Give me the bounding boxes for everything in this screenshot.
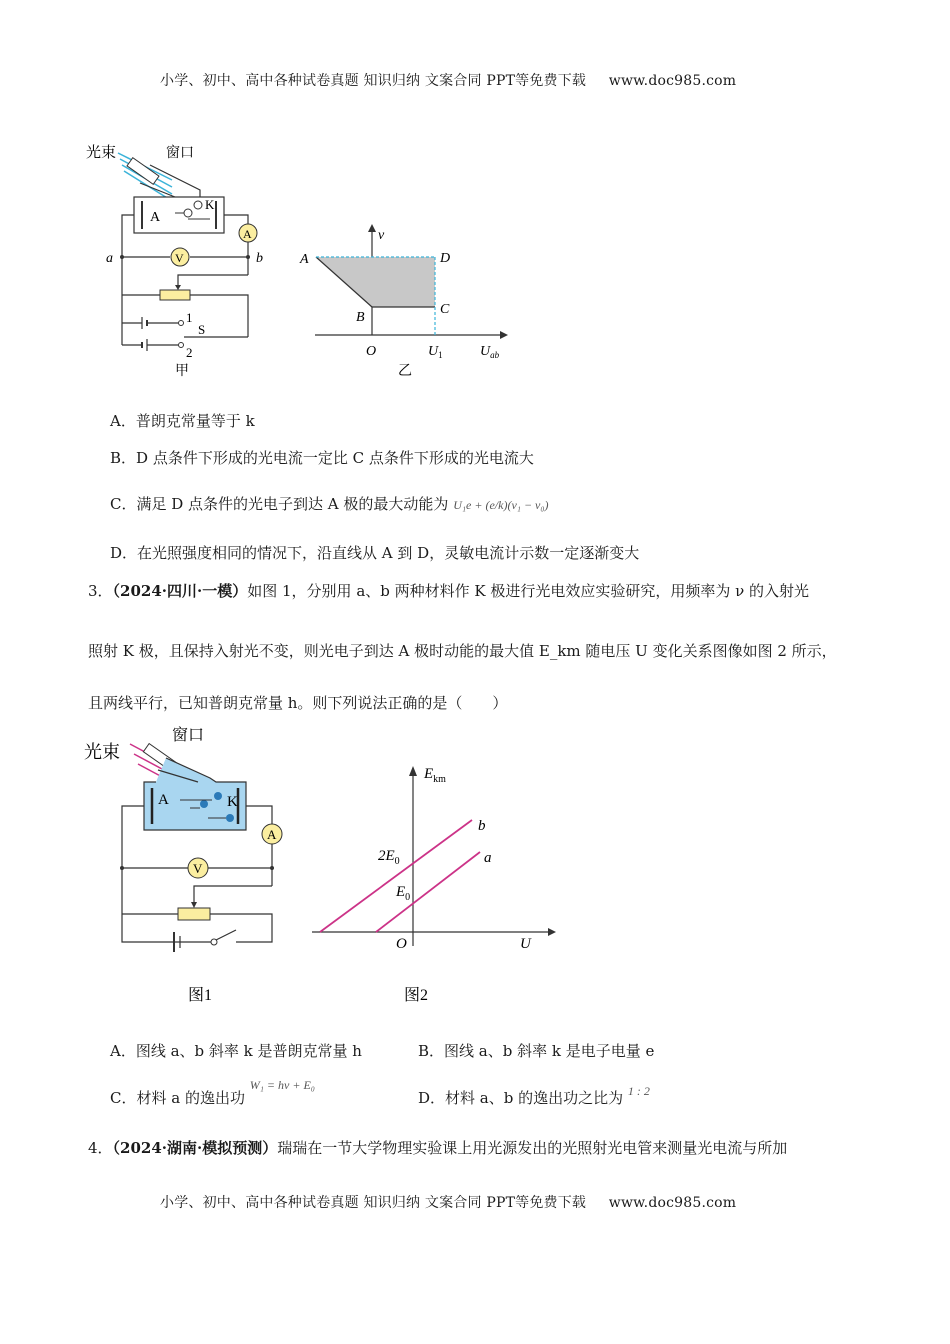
q3-rheostat bbox=[178, 908, 210, 920]
window-label: 窗口 bbox=[166, 146, 194, 161]
q3-origin: O bbox=[396, 936, 407, 952]
page-footer bbox=[160, 1192, 736, 1212]
point-D: D bbox=[440, 251, 451, 266]
q3-circuit bbox=[84, 726, 282, 1004]
beam-label: 光束 bbox=[86, 145, 117, 161]
q3-y-axis-label: $E_{km}$ bbox=[424, 766, 446, 785]
node-b-label: b bbox=[256, 251, 263, 266]
q3-beam-label: 光束 bbox=[84, 742, 120, 762]
q3-option-d[interactable]: D．材料 a、b 的逸出功之比为 $^{1 : 2}$ bbox=[418, 1084, 650, 1107]
q3-voltmeter-label: V bbox=[193, 861, 203, 876]
page-header bbox=[160, 70, 736, 90]
q3-option-a[interactable]: A．图线 a、b 斜率 k 是普朗克常量 h bbox=[110, 1042, 362, 1060]
figure-q3 bbox=[80, 720, 560, 1010]
q2-option-c[interactable]: C．满足 D 点条件的光电子到达 A 极的最大动能为 U₁e + (e/k)(ν₁ − ν₀) bbox=[110, 495, 549, 513]
footer-text: 小学、初中、高中各种试卷真题 知识归纳 文案合同 PPT等免费下载 bbox=[160, 1195, 587, 1211]
caption-yi: 乙 bbox=[398, 364, 412, 379]
header-url: www.doc985.com bbox=[608, 73, 737, 89]
rheostat bbox=[160, 290, 190, 300]
q3-option-d-ratio: 1 : 2 bbox=[627, 1084, 650, 1098]
origin-O: O bbox=[366, 344, 377, 359]
q4-stem: 4．（2024·湖南·模拟预测）瑞瑞在一节大学物理实验课上用光源发出的光照射光电管来测量光电流与所加 bbox=[88, 1139, 788, 1157]
voltmeter-label: V bbox=[175, 251, 184, 265]
anode-label: A bbox=[150, 210, 161, 225]
graph-nu-vs-uab bbox=[299, 224, 508, 379]
caption-fig1: 图1 bbox=[188, 987, 213, 1004]
point-B: B bbox=[356, 310, 365, 325]
point-A: A bbox=[300, 252, 309, 267]
ammeter-label: A bbox=[243, 227, 252, 241]
q3-stem-line3: 且两线平行，已知普朗克常量 h。则下列说法正确的是（ ） bbox=[88, 694, 508, 712]
q3-ammeter-label: A bbox=[267, 827, 277, 842]
q3-option-c[interactable]: C．材料 a 的逸出功 $^{W_1 = h\nu + E_0}$ bbox=[110, 1078, 315, 1107]
line-a bbox=[376, 852, 480, 932]
q2-option-b[interactable]: B．D 点条件下形成的光电流一定比 C 点条件下形成的光电流大 bbox=[110, 449, 534, 467]
q3-window-label: 窗口 bbox=[172, 727, 205, 744]
tick-U1: $U_1$ bbox=[428, 344, 443, 360]
footer-url: www.doc985.com bbox=[608, 1195, 737, 1211]
node-a-label: a bbox=[106, 251, 113, 266]
header-text: 小学、初中、高中各种试卷真题 知识归纳 文案合同 PPT等免费下载 bbox=[160, 73, 587, 89]
q3-stem-line2: 照射 K 极，且保持入射光不变，则光电子到达 A 极时动能的最大值 E_km 随电压 U 变化关系图像如图 2 所示， bbox=[88, 642, 837, 660]
switch-pos-1: 1 bbox=[186, 310, 193, 325]
q3-option-c-formula: W₁ = hν + E₀ bbox=[249, 1078, 315, 1092]
q2-option-a[interactable]: A．普朗克常量等于 k bbox=[110, 412, 255, 430]
q3-anode-label: A bbox=[158, 792, 169, 808]
figure-1-photoelectric bbox=[80, 135, 520, 385]
q3-x-axis-label: U bbox=[520, 936, 531, 952]
switch-label: S bbox=[198, 322, 206, 337]
y-axis-nu: ν bbox=[378, 228, 385, 243]
q2-option-c-formula: U₁e + (e/k)(ν₁ − ν₀) bbox=[453, 498, 549, 512]
q3-graph bbox=[312, 766, 556, 1004]
q3-cathode-label: K bbox=[227, 794, 238, 810]
switch-pos-2: 2 bbox=[186, 345, 193, 360]
cathode-label: K bbox=[205, 197, 215, 212]
shaded-region bbox=[316, 257, 435, 307]
caption-jia: 甲 bbox=[175, 364, 189, 379]
x-axis-uab: $U_{ab}$ bbox=[480, 344, 500, 360]
tick-2E0: $2E_0$ bbox=[378, 848, 400, 867]
label-a: a bbox=[484, 850, 492, 866]
point-C: C bbox=[440, 302, 450, 317]
q2-option-d[interactable]: D．在光照强度相同的情况下，沿直线从 A 到 D，灵敏电流计示数一定逐渐变大 bbox=[110, 544, 640, 562]
tick-E0: $E_0$ bbox=[396, 884, 411, 903]
caption-fig2: 图2 bbox=[404, 987, 429, 1004]
q3-option-b[interactable]: B．图线 a、b 斜率 k 是电子电量 e bbox=[418, 1042, 655, 1060]
q3-stem-line1: 3．（2024·四川·一模）如图 1，分别用 a、b 两种材料作 K 极进行光电效应实验研究，用频率为 ν 的入射光 bbox=[88, 582, 810, 600]
label-b: b bbox=[478, 818, 486, 834]
